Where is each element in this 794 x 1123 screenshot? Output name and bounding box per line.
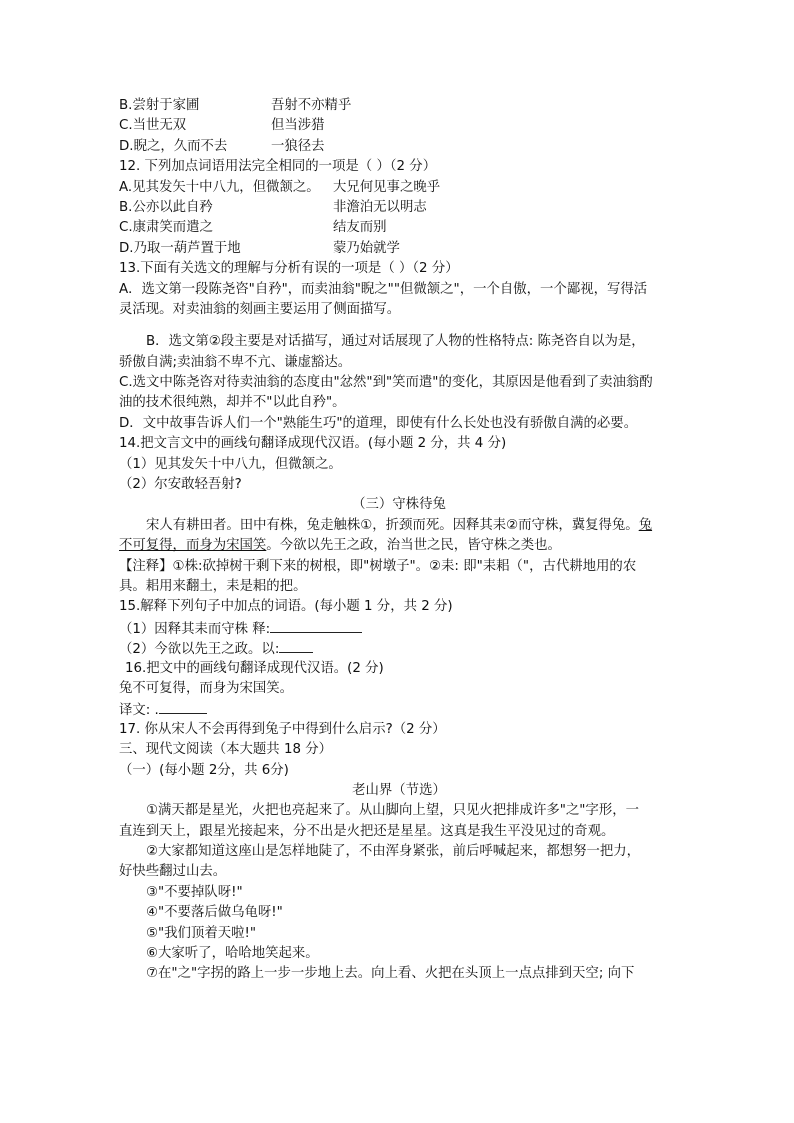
para-5: ⑤"我们顶着天啦!" (146, 925, 257, 941)
answer-blank[interactable] (159, 699, 207, 714)
q13-option-c-line1: C.选文中陈尧咨对待卖油翁的态度由"忿然"到"笑而遣"的变化，其原因是他看到了卖油翁酌 (119, 375, 653, 391)
q13-option-b-line2: 骄傲自满;卖油翁不卑不亢、谦虚豁达。 (119, 354, 352, 370)
passage3-title: （三）守株待兔 (352, 497, 446, 513)
q15-item-2: （2）今欲以先王之政。以: (119, 638, 679, 658)
passage3-line1: 宋人有耕田者。田中有株，兔走触株①，折颈而死。因释其耒②而守株，冀复得兔。兔 (146, 517, 653, 533)
passage3-note-line1: 【注释】①株:砍掉树干剩下来的树根，即"树墩子"。②耒: 即"耒耜（"，古代耕地用的农 (119, 558, 637, 574)
q17-title: 17. 你从宋人不会再得到兔子中得到什么启示?（2 分） (119, 721, 446, 737)
passage-title: 老山界（节选） (352, 782, 446, 798)
q11-option-b: B.尝射于家圃 吾射不亦精乎 (119, 98, 352, 113)
q16-title: 16.把文中的画线句翻译成现代汉语。(2 分) (125, 660, 384, 676)
q13-option-a-line1: A．选文第一段陈尧咨"自矜"，而卖油翁"睨之""但微颔之"，一个自傲，一个鄙视，写得活 (119, 281, 648, 297)
para-1-line1: ①满天都是星光，火把也亮起来了。从山脚向上望，只见火把排成许多"之"字形，一 (146, 803, 639, 819)
q14-item-2: （2）尔安敢轻吾射? (119, 477, 242, 493)
para-6: ⑥大家听了，哈哈地笑起来。 (146, 946, 319, 962)
q16-answer: 译文: . (119, 699, 679, 719)
q13-title: 13.下面有关选文的理解与分析有误的一项是（ ）（2 分） (119, 261, 459, 277)
q13-option-d: D．文中故事告诉人们一个"熟能生巧"的道理，即使有什么长处也没有骄傲自满的必要。 (119, 415, 638, 431)
passage3-note-line2: 具。耜用来翻土，耒是耜的把。 (119, 578, 307, 594)
q11-option-c: C.当世无双 但当涉猎 (119, 118, 325, 134)
document-page (119, 96, 679, 985)
spacer (119, 320, 679, 332)
q13-option-b-line1: B．选文第②段主要是对话描写，通过对话展现了人物的性格特点: 陈尧咨自以为是， (146, 334, 645, 350)
q13-option-c-line2: 油的技术很纯熟，却并不"以此自矜"。 (119, 395, 346, 411)
q15-title: 15.解释下列句子中加点的词语。(每小题 1 分，共 2 分) (119, 599, 453, 615)
answer-blank[interactable] (279, 638, 313, 653)
answer-blank[interactable] (270, 618, 362, 633)
subsection1-heading: （一）(每小题 2分，共 6分) (119, 762, 289, 778)
section3-heading: 三、现代文阅读（本大题共 18 分） (119, 742, 333, 758)
q13-option-a-line2: 灵活现。对卖油翁的刻画主要运用了侧面描写。 (119, 301, 401, 317)
passage3-line2: 不可复得，而身为宋国笑。今欲以先王之政，治当世之民，皆守株之类也。 (119, 538, 561, 554)
para-1-line2: 直连到天上，跟星光接起来，分不出是火把还是星星。这真是我生平没见过的奇观。 (119, 823, 615, 839)
para-2-line2: 好快些翻过山去。 (119, 864, 227, 880)
para-4: ④"不要落后做乌龟呀!" (146, 905, 283, 921)
underlined-sentence-part1: 兔 (638, 517, 653, 533)
q14-title: 14.把文言文中的画线句翻译成现代汉语。(每小题 2 分，共 4 分) (119, 436, 507, 452)
q12-option-c: C.康肃笑而遣之 结友而别 (119, 220, 387, 236)
q12-option-a: A.见其发矢十中八九，但微颔之。 大兄何见事之晚乎 (119, 179, 441, 195)
para-2-line1: ②大家都知道这座山是怎样地陡了，不由浑身紧张，前后呼喊起来，都想努一把力， (146, 844, 641, 860)
q12-title: 12. 下列加点词语用法完全相同的一项是（ ）（2 分） (119, 159, 437, 175)
q12-option-d: D.乃取一葫芦置于地 蒙乃始就学 (119, 240, 400, 256)
q16-sentence: 兔不可复得，而身为宋国笑。 (119, 680, 294, 696)
q11-options (119, 96, 679, 157)
underlined-sentence-part2: 不可复得，而身为宋国笑 (119, 538, 267, 554)
para-7: ⑦在"之"字拐的路上一步一步地上去。向上看、火把在头顶上一点点排到天空; 向下 (146, 966, 635, 982)
q14-item-1: （1）见其发矢十中八九，但微颔之。 (119, 456, 342, 472)
para-3: ③"不要掉队呀!" (146, 884, 243, 900)
q11-option-d: D.睨之，久而不去 一狼径去 (119, 138, 325, 154)
q15-item-1: （1）因释其耒而守株 释: (119, 618, 679, 638)
q12-option-b: B.公亦以此自矜 非澹泊无以明志 (119, 199, 427, 215)
